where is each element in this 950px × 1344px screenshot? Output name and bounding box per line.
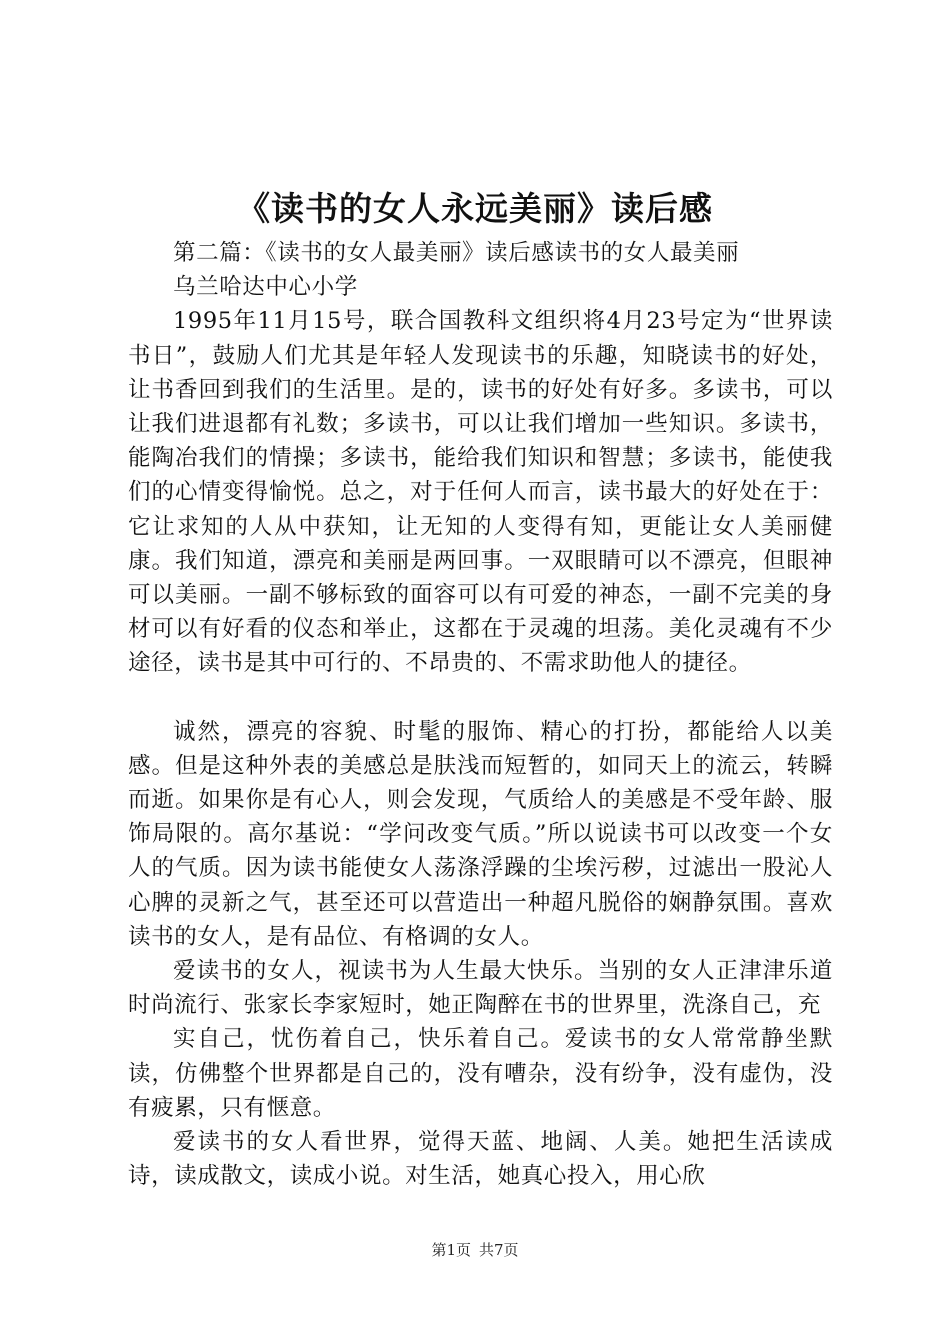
- document-title: 《读书的女人永远美丽》读后感: [237, 189, 713, 228]
- paragraph-subtitle: 第二篇：《读书的女人最美丽》读后感读书的女人最美丽: [173, 240, 740, 266]
- page-total: 共7页: [479, 1241, 519, 1259]
- page-footer: [0, 1240, 950, 1260]
- paragraph-school: 乌兰哈达中心小学: [173, 274, 358, 301]
- page-number: 第1页: [431, 1241, 471, 1259]
- document-body: [128, 236, 833, 1193]
- paragraph-temperament: 诚然，漂亮的容貌、时髦的服饰、精心的打扮，都能给人以美感。但是这种外表的美感总是肤浅而短暂的，如同天上的流云，转瞬而逝。如果你是有心人，则会发现，气质给人的美感是不受年龄、服饰局限的。高尔基说：“学问改变气质。”所以说读书可以改变一个女人的气质。因为读书能使女人荡涤浮躁的尘埃污秽，过滤出一股沁人心脾的灵新之气，甚至还可以营造出一种超凡脱俗的娴静氛围。喜欢读书的女人，是有品位、有格调的女人。: [128, 718, 833, 950]
- paragraph-reading-joy: 爱读书的女人，视读书为人生最大快乐。当别的女人正津津乐道时尚流行、张家长李家短时，她正陶醉在书的世界里，洗涤自己，充: [128, 958, 833, 1019]
- paragraph-world: 爱读书的女人看世界，觉得天蓝、地阔、人美。她把生活读成诗，读成散文，读成小说。对生活，她真心投入，用心欣: [128, 1129, 833, 1190]
- paragraph-self: 实自己，忧伤着自己，快乐着自己。爱读书的女人常常静坐默读，仿佛整个世界都是自己的，没有嘈杂，没有纷争，没有虚伪，没有疲累，只有惬意。: [128, 1026, 833, 1121]
- paragraph-intro: 1995年11月15号，联合国教科文组织将4月23号定为“世界读书日”，鼓励人们尤其是年轻人发现读书的乐趣，知晓读书的好处，让书香回到我们的生活里。是的，读书的好处有好多。多读书，可以让我们进退都有礼数；多读书，可以让我们增加一些知识。多读书，能陶冶我们的情操；多读书，能给我们知识和智慧；多读书，能使我们的心情变得愉悦。总之，对于任何人而言，读书最大的好处在于：它让求知的人从中获知，让无知的人变得有知，更能让女人美丽健康。我们知道，漂亮和美丽是两回事。一双眼睛可以不漂亮，但眼神可以美丽。一副不够标致的面容可以有可爱的神态，一副不完美的身材可以有好看的仪态和举止，这都在于灵魂的坦荡。美化灵魂有不少途径，读书是其中可行的、不昂贵的、不需求助他人的捷径。: [128, 308, 833, 677]
